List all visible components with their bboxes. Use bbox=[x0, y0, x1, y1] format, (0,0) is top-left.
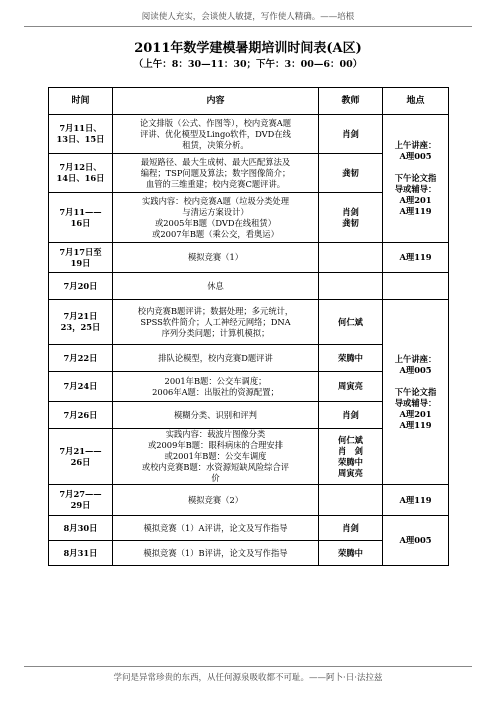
header-quote: 阅读使人充实，会谈使人敏捷，写作使人精确。——培根 bbox=[141, 12, 355, 22]
content-line: 或2007年B题（乘公交，看奥运） bbox=[152, 228, 279, 239]
content-line: 血管的三维重建；校内竞赛C题评讲。 bbox=[145, 178, 286, 189]
cell-content bbox=[113, 541, 319, 566]
time-line: 19日 bbox=[70, 257, 91, 268]
content-line: 序列分类问题；计算机模拟； bbox=[161, 327, 270, 338]
table-header-row bbox=[49, 88, 449, 115]
location-line: 导或辅导： bbox=[394, 184, 437, 194]
teacher-line: 龚韧 bbox=[342, 167, 359, 178]
content-line: 实践内容：校内竞赛A题（垃圾分类处理 bbox=[141, 195, 290, 206]
cell-teacher bbox=[319, 300, 383, 345]
teacher-line: 荣腾中 bbox=[338, 547, 363, 558]
content-line: 租赁，决策分析。 bbox=[182, 139, 249, 150]
teacher-line: 荣腾中 bbox=[338, 352, 363, 363]
table-row bbox=[49, 273, 449, 300]
time-line: 26日 bbox=[70, 456, 91, 467]
content-line: 模拟竞赛（1）A评讲，论文及写作指导 bbox=[143, 522, 288, 533]
cell-content bbox=[113, 154, 319, 193]
col-header-content: 内容 bbox=[113, 88, 319, 115]
content-line: 模拟竞赛（1）B评讲，论文及写作指导 bbox=[143, 547, 288, 558]
cell-teacher bbox=[319, 115, 383, 154]
location-line: A理119 bbox=[399, 252, 432, 262]
cell-location bbox=[383, 516, 449, 566]
content-line: 校内竞赛B题评讲；数据处理；多元统计， bbox=[137, 305, 294, 316]
time-line: 7月21—— bbox=[59, 445, 102, 456]
cell-teacher bbox=[319, 273, 383, 300]
content-line: 模糊分类、识别和评判 bbox=[174, 409, 257, 420]
cell-time bbox=[49, 273, 113, 300]
cell-teacher bbox=[319, 541, 383, 566]
cell-teacher bbox=[319, 402, 383, 429]
content-line: 评讲、优化模型及Lingo软件，DVD在线 bbox=[140, 128, 291, 139]
page-title: 2011年数学建模暑期培训时间表(A区) bbox=[134, 41, 362, 56]
teacher-line: 肖剑 bbox=[342, 128, 359, 139]
time-line: 7月24日 bbox=[63, 381, 98, 391]
time-line: 7月20日 bbox=[63, 280, 98, 291]
cell-teacher bbox=[319, 372, 383, 402]
teacher-line: 龚韧 bbox=[342, 217, 359, 228]
cell-location bbox=[383, 273, 449, 300]
col-header-teacher: 教师 bbox=[319, 88, 383, 115]
time-line: 7月11—— bbox=[59, 206, 102, 217]
time-line: 7月22日 bbox=[63, 352, 98, 363]
time-line: 7月11日、 bbox=[59, 123, 102, 133]
content-line: 价 bbox=[211, 473, 220, 483]
time-line: 7月12日、 bbox=[59, 162, 102, 172]
content-line: SPSS软件简介；人工神经元网络；DNA bbox=[140, 316, 291, 327]
cell-teacher bbox=[319, 429, 383, 485]
content-line: 2001年B题：公交车调度； bbox=[164, 375, 267, 386]
content-line: 与清运方案设计） bbox=[182, 206, 249, 217]
table-row bbox=[49, 115, 449, 154]
location-line: 上午讲座： bbox=[394, 140, 437, 150]
time-line: 14日、16日 bbox=[56, 173, 105, 183]
location-line: A理201 bbox=[399, 408, 432, 419]
location-line: A理005 bbox=[399, 151, 432, 161]
location-line: A理005 bbox=[399, 364, 432, 375]
cell-content bbox=[113, 300, 319, 345]
location-line: 上午讲座： bbox=[394, 353, 437, 364]
cell-location bbox=[383, 243, 449, 273]
time-line: 29日 bbox=[70, 500, 91, 510]
teacher-line: 荣腾中 bbox=[338, 456, 363, 467]
cell-time bbox=[49, 345, 113, 372]
time-line: 7月27—— bbox=[59, 489, 102, 499]
cell-time bbox=[49, 154, 113, 193]
content-line: 2006年A题：出版社的资源配置； bbox=[152, 386, 279, 397]
content-line: 或校内竞赛B题：水资源短缺风险综合评 bbox=[141, 462, 290, 472]
content-line: 实践内容：载波片图像分类 bbox=[165, 429, 266, 439]
time-line: 23，25日 bbox=[60, 322, 101, 332]
cell-time bbox=[49, 115, 113, 154]
location-line: A理119 bbox=[399, 494, 432, 505]
location-line: 导或辅导： bbox=[394, 397, 437, 408]
time-line: 16日 bbox=[70, 217, 91, 228]
content-line: 最短路径、最大生成树、最大匹配算法及 bbox=[140, 156, 291, 167]
header-rule bbox=[24, 26, 472, 27]
time-line: 7月26日 bbox=[63, 409, 98, 420]
cell-time bbox=[49, 485, 113, 516]
content-line: 或2009年B题：眼科病床的合理安排 bbox=[147, 440, 284, 450]
location-line: A理119 bbox=[399, 206, 432, 216]
teacher-line: 肖剑 bbox=[342, 409, 359, 420]
table-row bbox=[49, 516, 449, 541]
location-line: A理201 bbox=[399, 195, 432, 205]
content-line: 编程；TSP问题及算法；数字图像简介； bbox=[140, 167, 291, 178]
schedule-table bbox=[48, 87, 449, 566]
content-line: 论文排版（公式、作图等），校内竞赛A题 bbox=[139, 117, 292, 128]
time-line: 7月17日至 bbox=[59, 246, 102, 257]
content-line: 或2005年B题（DVD在线租赁） bbox=[154, 217, 277, 228]
table-row bbox=[49, 485, 449, 516]
cell-time bbox=[49, 402, 113, 429]
teacher-line: 何仁斌 bbox=[338, 316, 363, 327]
content-line: 休息 bbox=[207, 280, 224, 291]
cell-location bbox=[383, 485, 449, 516]
cell-teacher bbox=[319, 485, 383, 516]
cell-content bbox=[113, 345, 319, 372]
time-line: 7月21日 bbox=[63, 311, 98, 321]
teacher-line: 肖剑 bbox=[342, 206, 359, 217]
cell-content bbox=[113, 429, 319, 485]
cell-teacher bbox=[319, 243, 383, 273]
cell-content bbox=[113, 485, 319, 516]
cell-time bbox=[49, 300, 113, 345]
cell-time bbox=[49, 372, 113, 402]
teacher-line: 周寅亮 bbox=[338, 467, 363, 478]
cell-content bbox=[113, 243, 319, 273]
content-line: 或2001年B题：公交车调度 bbox=[164, 451, 267, 461]
teacher-line: 周寅亮 bbox=[338, 381, 363, 391]
cell-teacher bbox=[319, 154, 383, 193]
cell-location bbox=[383, 115, 449, 243]
cell-content bbox=[113, 402, 319, 429]
cell-location bbox=[383, 300, 449, 485]
table-row bbox=[49, 300, 449, 345]
cell-teacher bbox=[319, 345, 383, 372]
teacher-line: 肖 剑 bbox=[338, 445, 363, 456]
location-line: A理119 bbox=[399, 419, 432, 430]
cell-time bbox=[49, 193, 113, 243]
cell-time bbox=[49, 243, 113, 273]
teacher-line: 何仁斌 bbox=[338, 434, 363, 445]
page-subtitle: （上午：8：30—11：30；下午：3：00—6：00） bbox=[133, 59, 363, 70]
cell-content bbox=[113, 193, 319, 243]
content-line: 模拟竞赛（2） bbox=[187, 494, 244, 505]
footer-rule bbox=[24, 666, 472, 667]
content-line: 模拟竞赛（1） bbox=[187, 252, 244, 262]
cell-time bbox=[49, 429, 113, 485]
location-line: 下午论文指 bbox=[394, 173, 437, 183]
time-line: 13日、15日 bbox=[56, 134, 105, 144]
cell-time bbox=[49, 516, 113, 541]
location-line: A理005 bbox=[399, 535, 432, 545]
cell-content bbox=[113, 273, 319, 300]
col-header-location: 地点 bbox=[383, 88, 449, 115]
cell-content bbox=[113, 516, 319, 541]
content-line: 排队论模型，校内竞赛D题评讲 bbox=[158, 352, 273, 363]
cell-content bbox=[113, 115, 319, 154]
time-line: 8月30日 bbox=[63, 522, 98, 533]
cell-teacher bbox=[319, 516, 383, 541]
location-line bbox=[385, 162, 446, 173]
cell-time bbox=[49, 541, 113, 566]
location-line: 下午论文指 bbox=[394, 386, 437, 397]
time-line: 8月31日 bbox=[63, 547, 98, 558]
footer-quote: 学问是异常珍贵的东西，从任何源泉吸收都不可耻。——阿卜·日·法拉兹 bbox=[113, 673, 383, 683]
location-line bbox=[385, 376, 446, 387]
cell-teacher bbox=[319, 193, 383, 243]
col-header-time: 时间 bbox=[49, 88, 113, 115]
table-row bbox=[49, 243, 449, 273]
teacher-line: 肖剑 bbox=[342, 522, 359, 533]
cell-content bbox=[113, 372, 319, 402]
